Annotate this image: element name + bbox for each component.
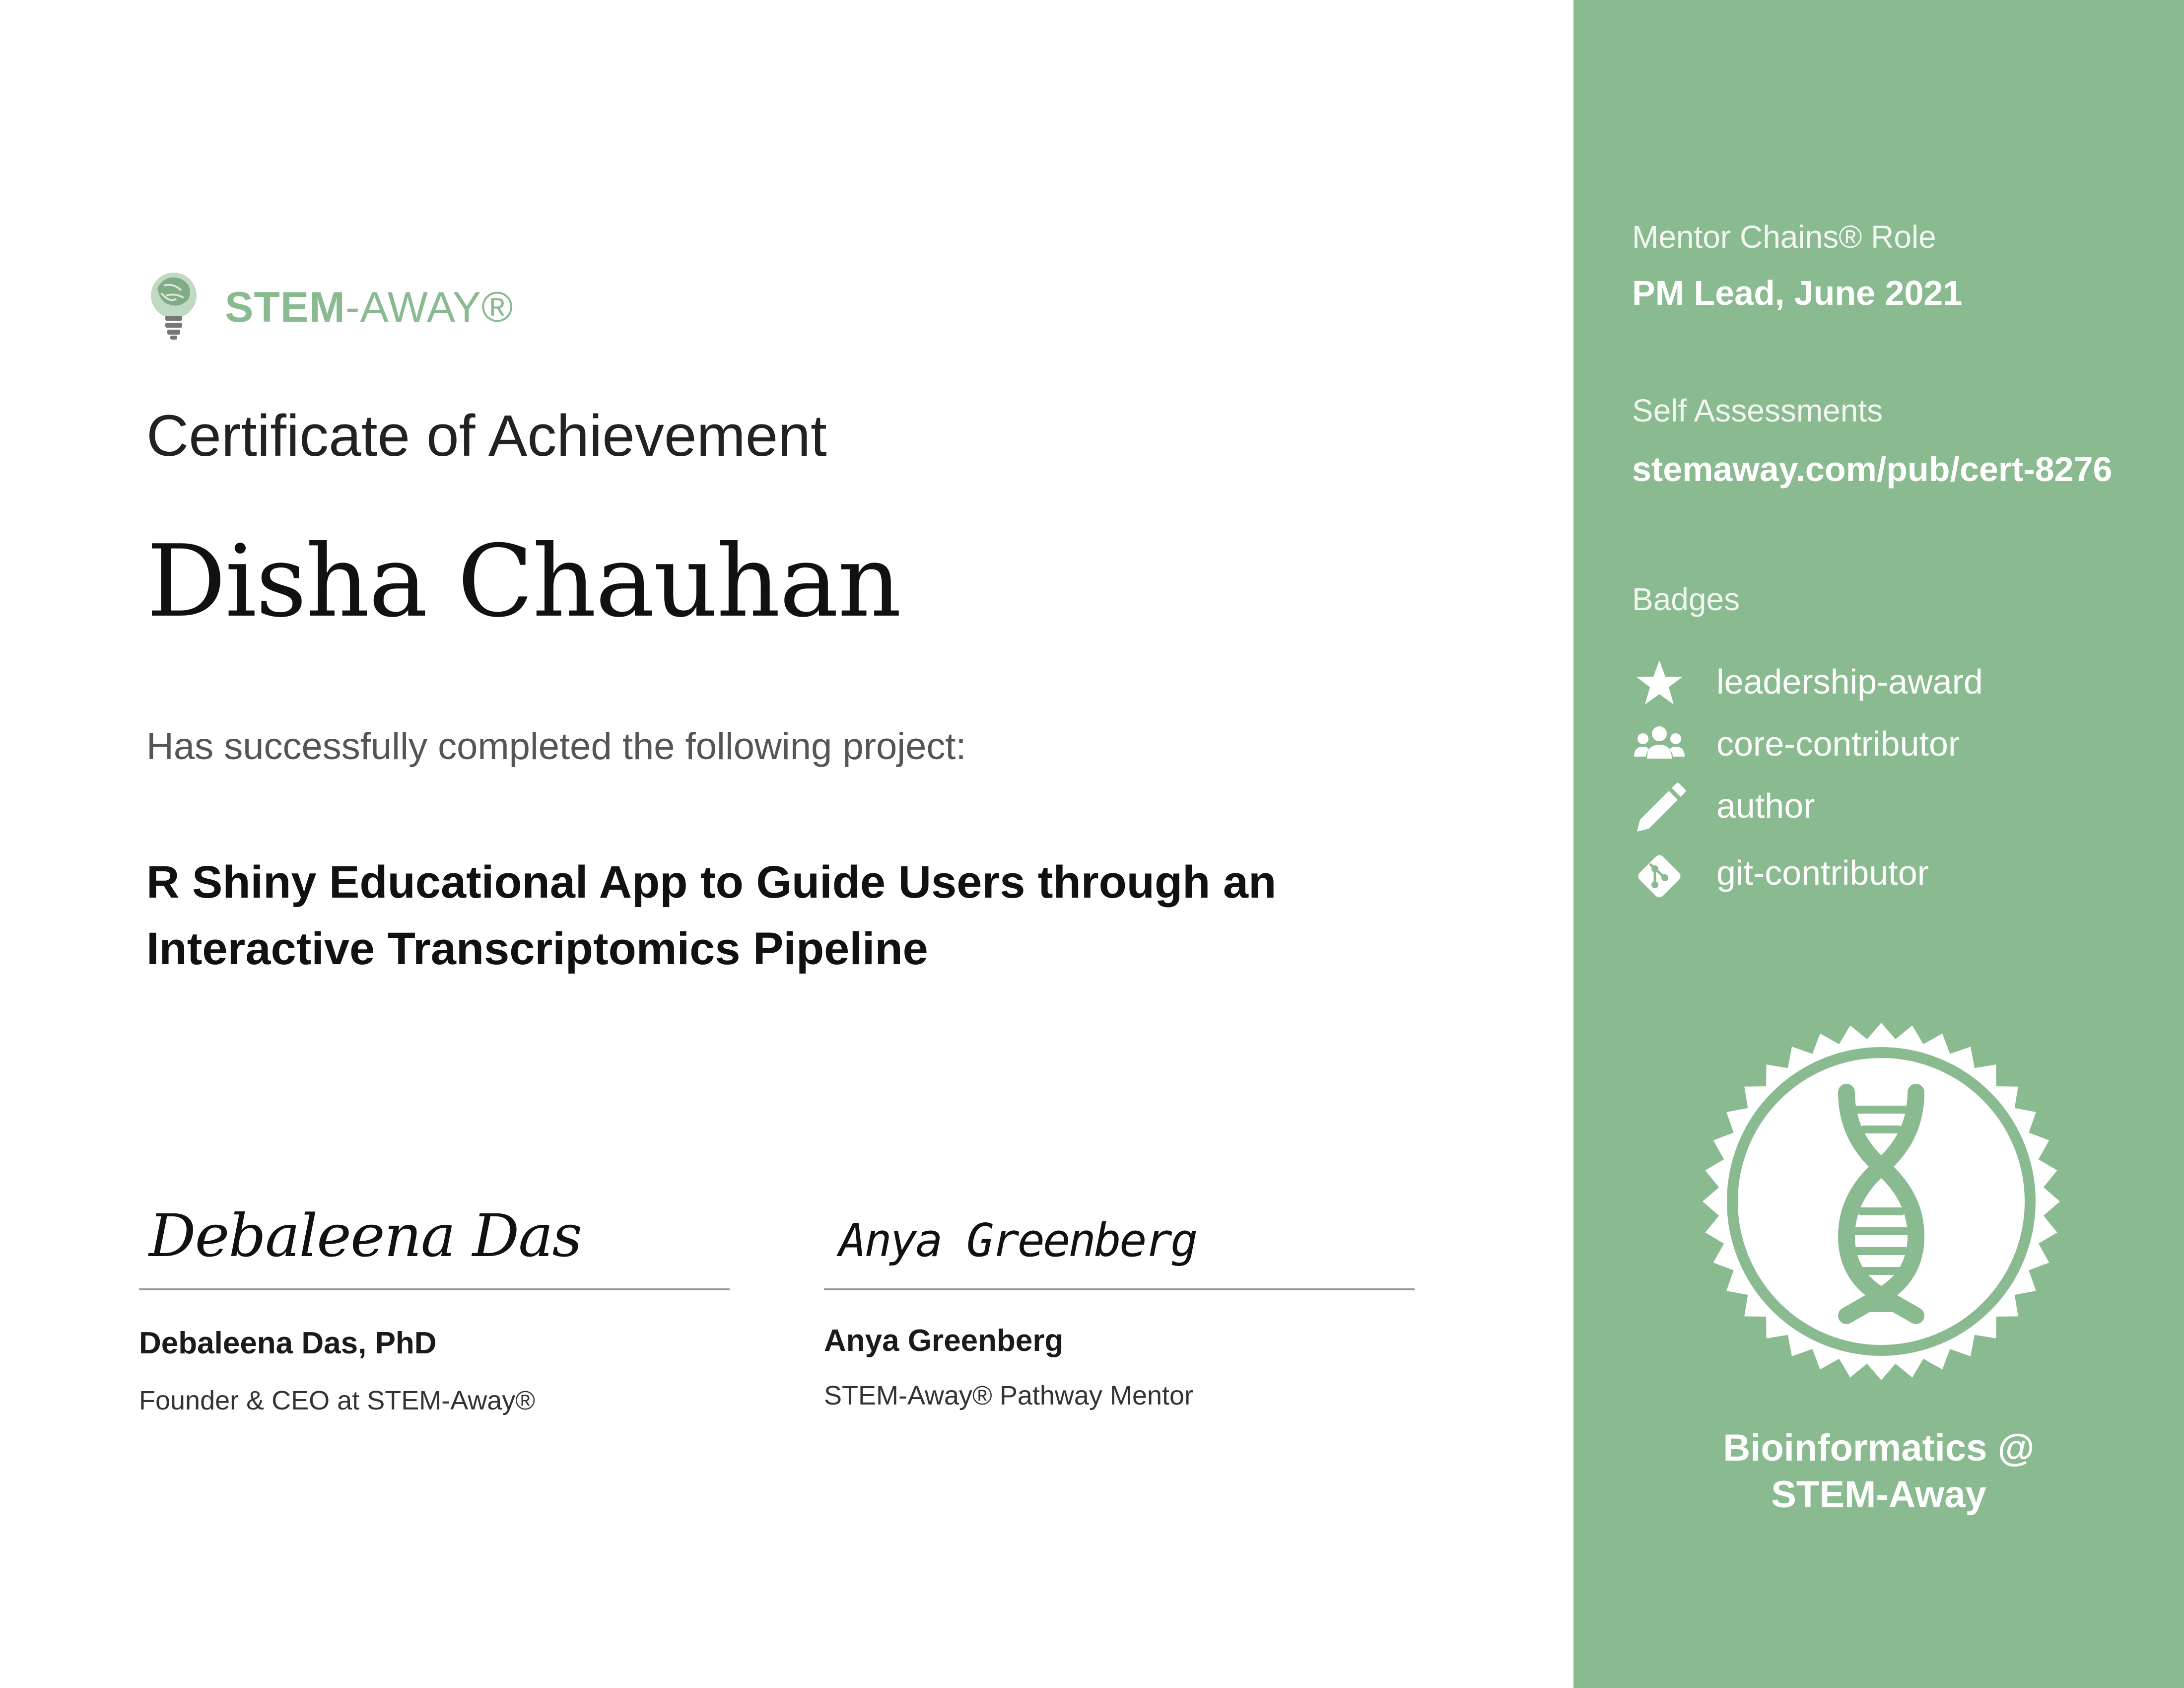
signatory-role: Founder & CEO at STEM-Away® bbox=[139, 1386, 536, 1415]
badge-author bbox=[1632, 782, 2153, 837]
self-assessments-label: Self Assessments bbox=[1632, 393, 1883, 428]
stem-away-logo bbox=[146, 268, 643, 343]
role-label: Mentor Chains® Role bbox=[1632, 219, 1936, 255]
completion-statement: Has successfully completed the following project: bbox=[146, 725, 966, 768]
seal-caption-line-1: Bioinformatics @ bbox=[1723, 1427, 2035, 1469]
badge-label: core-contributor bbox=[1716, 724, 1960, 763]
project-title-line-2: Interactive Transcriptomics Pipeline bbox=[146, 923, 928, 974]
seal-caption-line-2: STEM-Away bbox=[1771, 1474, 1986, 1516]
badge-leadership-award bbox=[1632, 658, 2153, 712]
signature-image bbox=[139, 1187, 735, 1286]
signatory-role: STEM-Away® Pathway Mentor bbox=[824, 1381, 1194, 1410]
badge-label: author bbox=[1716, 786, 1815, 825]
logo-text bbox=[225, 283, 513, 332]
dna-seal-icon bbox=[1698, 1018, 2065, 1385]
logo-brand-bold: STEM bbox=[225, 283, 345, 331]
project-title-line-1: R Shiny Educational App to Guide Users through an bbox=[146, 857, 1277, 908]
signature-line bbox=[139, 1288, 730, 1290]
seal-caption bbox=[1573, 1425, 2184, 1518]
star-icon bbox=[1632, 658, 1687, 707]
badge-label: leadership-award bbox=[1716, 662, 1983, 701]
badge-git-contributor bbox=[1632, 849, 2153, 904]
pencil-icon bbox=[1632, 782, 1687, 837]
git-icon bbox=[1632, 849, 1687, 904]
signatory-name: Anya Greenberg bbox=[824, 1324, 1064, 1358]
users-icon bbox=[1632, 720, 1687, 770]
lightbulb-icon bbox=[146, 268, 201, 343]
badges-label: Badges bbox=[1632, 581, 1740, 617]
signature-script-2: Anya Greenberg bbox=[839, 1214, 1196, 1267]
logo-brand-rest: -AWAY® bbox=[345, 283, 514, 331]
role-value: PM Lead, June 2021 bbox=[1632, 274, 1963, 312]
signatory-name: Debaleena Das, PhD bbox=[139, 1326, 437, 1360]
self-assessments-link[interactable]: stemaway.com/pub/cert-8276 bbox=[1632, 450, 2113, 489]
certificate-title: Certificate of Achievement bbox=[146, 403, 827, 469]
badge-label: git-contributor bbox=[1716, 853, 1929, 892]
badge-core-contributor bbox=[1632, 720, 2153, 774]
signature-script-1: Debaleena Das bbox=[149, 1201, 582, 1270]
recipient-name: Disha Chauhan bbox=[146, 524, 901, 639]
signature-image bbox=[824, 1187, 1420, 1286]
certificate-sidebar bbox=[1573, 0, 2184, 1688]
signature-line bbox=[824, 1288, 1415, 1290]
project-title bbox=[146, 849, 1462, 982]
